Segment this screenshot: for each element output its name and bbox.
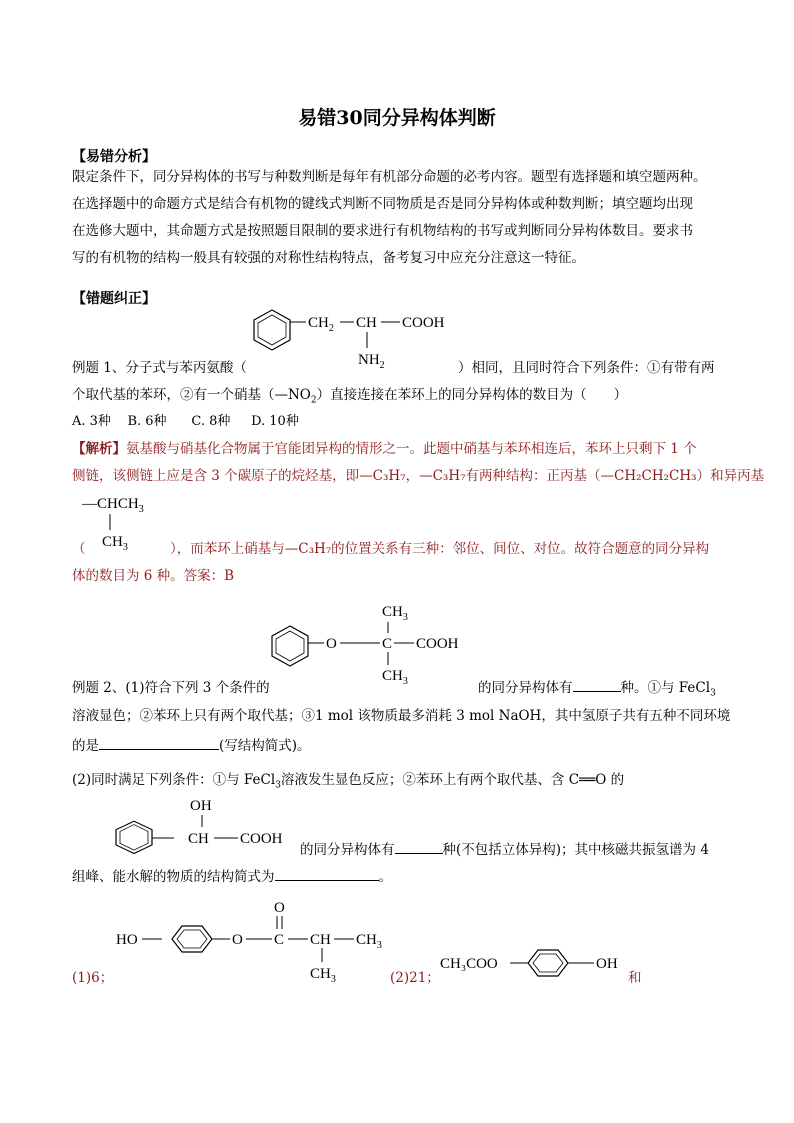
- ex2-question-1b: 的同分异构体有 种。①与 FeCl$_3$: [478, 680, 716, 699]
- ex1-solution-line-1: 【解析】氨基酸与硝基化合物属于官能团异构的情形之一。此题中硝基与苯环相连后，苯环上只剩下 1 个: [72, 441, 697, 457]
- ex2-part2-line1: (2)同时满足下列条件：①与 FeCl$_3$溶液发生显色反应；②苯环上有两个取代基、含 C══O 的: [72, 772, 625, 791]
- option-b[interactable]: B. 6种: [127, 414, 167, 429]
- ex1-question-a: 例题 1、分子式与苯丙氨酸（: [72, 360, 247, 376]
- svg-text:HO: HO: [116, 932, 138, 948]
- svg-text:CH₃COO: CH₃COO: [440, 956, 498, 972]
- nh2-group: $NH_2$: [358, 352, 385, 371]
- answer-2: (2)21；: [390, 970, 440, 986]
- svg-text:CH3: $CH_3$: [102, 534, 128, 552]
- ex2-question-line3: 的是 (写结构简式)。: [72, 738, 311, 754]
- ex2-part2-line3: 组峰、能水解的物质的结构简式为 。: [72, 869, 392, 885]
- svg-text:CH3: $CH_3$: [382, 604, 408, 623]
- ch-group: CH: [356, 315, 377, 331]
- svg-text:CH: CH: [310, 932, 331, 948]
- analysis-line-2: 在选择题中的命题方式是结合有机物的键线式判断不同物质是否是同分异构体或种数判断；填空题均出现: [72, 196, 693, 212]
- ex1-question-b: ）相同，且同时符合下列条件：①有带有两: [458, 360, 715, 376]
- ex1-question-line2: 个取代基的苯环，②有一个硝基$(—NO_2)$直接连接在苯环上的同分异构体的数目为（ ）: [72, 387, 628, 406]
- ex1-solution-line-2: 侧链，该侧链上应是含 3 个碳原子的烷烃基，即—C₃H₇，—C₃H₇有两种结构：正丙基（—CH₂CH₂CH₃）和异丙基: [72, 468, 765, 484]
- svg-text:OH: OH: [190, 798, 212, 814]
- answer-1: (1)6；: [72, 970, 114, 986]
- ex2-part2-line2: 的同分异构体有 种(不包括立体异构)；其中核磁共振氢谱为 4: [300, 842, 709, 858]
- phenylalanine-structure: [240, 302, 470, 374]
- analysis-line-3: 在选修大题中，其命题方式是按照题目限制的要求进行有机物结构的书写或判断同分异构体数目。要求书: [72, 223, 693, 239]
- svg-text:CH3: $CH_3$: [382, 668, 408, 687]
- answer-ester-structure: [112, 896, 402, 982]
- correction-heading: 【错题纠正】: [72, 291, 156, 307]
- ex1-solution-line-4: 体的数目为 6 种。答案：B: [72, 568, 235, 584]
- answer-acetate-structure: [438, 940, 632, 984]
- ex1-solution-line-3a: （: [72, 541, 86, 557]
- ex1-solution-line-3b: ），而苯环上硝基与—C₃H₇的位置关系有三种：邻位、间位、对位。故符合题意的同分异构: [170, 541, 710, 557]
- answer-and: 和: [628, 970, 642, 986]
- svg-text:C: C: [382, 636, 393, 652]
- svg-text:—CHCH3: $—CHCH_3$: [82, 496, 144, 515]
- svg-text:O: O: [326, 636, 337, 652]
- mandelic-acid-structure: [100, 794, 310, 858]
- svg-text:CH3: $CH_3$: [310, 966, 336, 982]
- svg-text:OH: OH: [596, 956, 618, 972]
- ex2-question-line2: 溶液显色；②苯环上只有两个取代基；③1 mol 该物质最多消耗 3 mol NaOH，其中氢原子共有五种不同环境: [72, 708, 731, 724]
- option-d[interactable]: D. 10种: [251, 414, 299, 429]
- svg-text:C: C: [274, 932, 285, 948]
- svg-text:O: O: [232, 932, 243, 948]
- analysis-line-1: 限定条件下，同分异构体的书写与种数判断是每年有机部分命题的必考内容。题型有选择题和填空题两种。: [72, 169, 707, 185]
- ex1-options: [72, 409, 299, 435]
- analysis-heading: 【易错分析】: [72, 149, 156, 165]
- option-a[interactable]: A. 3种: [72, 414, 111, 429]
- phenoxy-isobutyric-acid-structure: [262, 600, 487, 688]
- answer-blank-1[interactable]: [573, 691, 621, 692]
- answer-blank-2[interactable]: [99, 749, 219, 750]
- isopropyl-structure: [80, 490, 180, 552]
- solution-label: 【解析】: [72, 441, 126, 457]
- page-title: 易错30同分异构体判断: [298, 107, 496, 129]
- svg-text:COOH: COOH: [240, 831, 283, 847]
- svg-text:CH3: $CH_3$: [356, 932, 382, 951]
- ch2-group: $CH_2$: [308, 315, 334, 334]
- svg-text:COOH: COOH: [416, 636, 459, 652]
- analysis-line-4: 写的有机物的结构一般具有较强的对称性结构特点，备考复习中应充分注意这一特征。: [72, 250, 585, 266]
- answer-blank-3[interactable]: [395, 853, 443, 854]
- svg-text:CH: CH: [188, 831, 209, 847]
- svg-text:O: O: [274, 900, 285, 916]
- cooh-group: COOH: [402, 315, 445, 331]
- ex2-question-1a: 例题 2、(1)符合下列 3 个条件的: [72, 680, 270, 696]
- option-c[interactable]: C. 8种: [191, 414, 231, 429]
- answer-blank-4[interactable]: [275, 880, 379, 881]
